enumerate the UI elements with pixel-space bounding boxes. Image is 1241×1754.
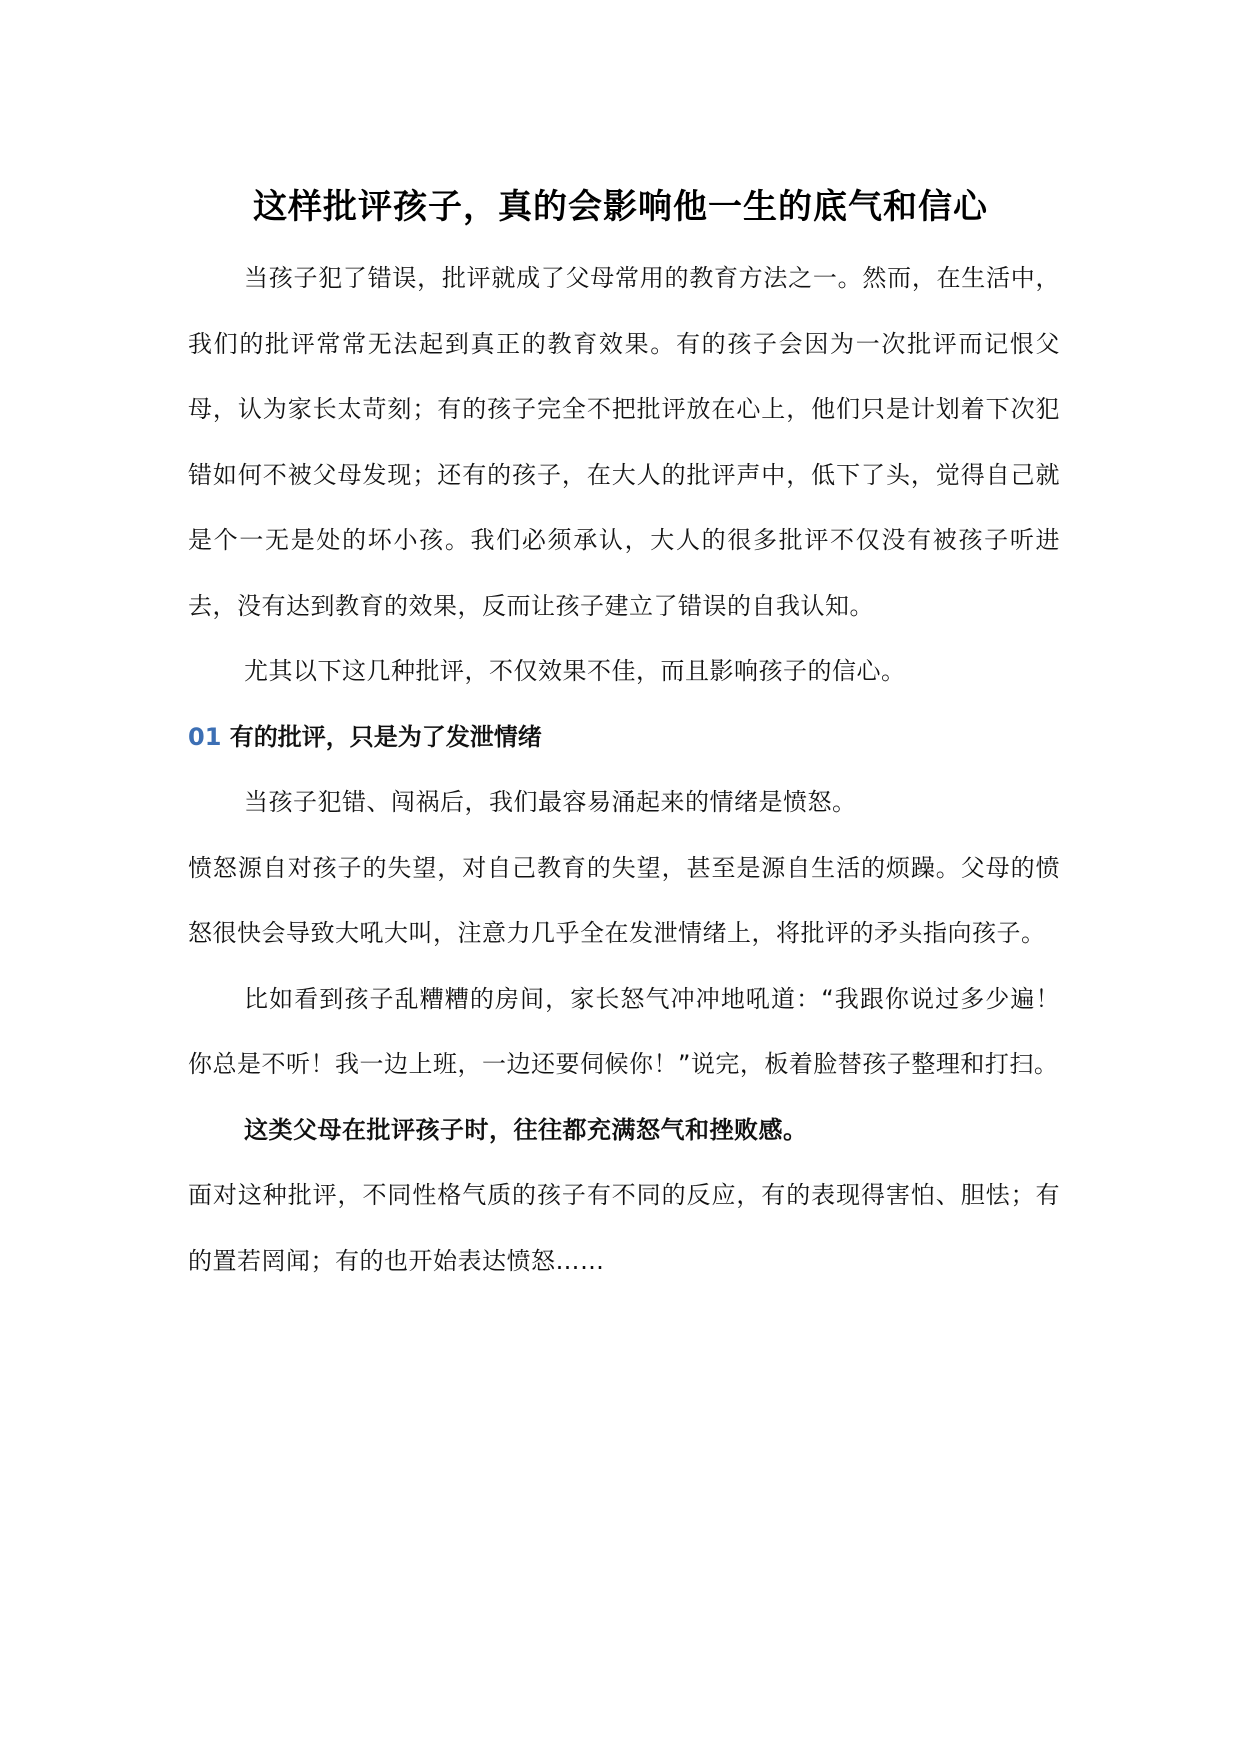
article-body <box>188 246 1060 1294</box>
article-title: 这样批评孩子，真的会影响他一生的底气和信心 <box>253 186 988 227</box>
paragraph-reactions: 面对这种批评，不同性格气质的孩子有不同的反应，有的表现得害怕、胆怯；有的置若罔闻；有的也开始表达愤怒…… <box>188 1181 1060 1275</box>
paragraph-anger-source: 愤怒源自对孩子的失望，对自己教育的失望，甚至是源自生活的烦躁。父母的愤怒很快会导致大吼大叫，注意力几乎全在发泄情绪上，将批评的矛头指向孩子。 <box>188 853 1060 947</box>
section-number: 01 <box>188 722 222 751</box>
section-heading-text: 有的批评，只是为了发泄情绪 <box>229 722 542 751</box>
section-heading-01 <box>188 705 1060 771</box>
paragraph-transition: 尤其以下这几种批评，不仅效果不佳，而且影响孩子的信心。 <box>244 657 906 685</box>
paragraph-intro: 当孩子犯了错误，批评就成了父母常用的教育方法之一。然而，在生活中，我们的批评常常无法起到真正的教育效果。有的孩子会因为一次批评而记恨父母，认为家长太苛刻；有的孩子完全不把批评放在心上，他们只是计划着下次犯错如何不被父母发现；还有的孩子，在大人的批评声中，低下了头，觉得自己就是个一无是处的坏小孩。我们必须承认，大人的很多批评不仅没有被孩子听进去，没有达到教育的效果，反而让孩子建立了错误的自我认知。 <box>188 264 1060 620</box>
paragraph-anger: 当孩子犯错、闯祸后，我们最容易涌起来的情绪是愤怒。 <box>244 788 857 816</box>
paragraph-emphasis: 这类父母在批评孩子时，往往都充满怒气和挫败感。 <box>244 1115 808 1144</box>
paragraph-example: 比如看到孩子乱糟糟的房间，家长怒气冲冲地吼道：“我跟你说过多少遍！你总是不听！我一边上班，一边还要伺候你！”说完，板着脸替孩子整理和打扫。 <box>188 984 1060 1078</box>
